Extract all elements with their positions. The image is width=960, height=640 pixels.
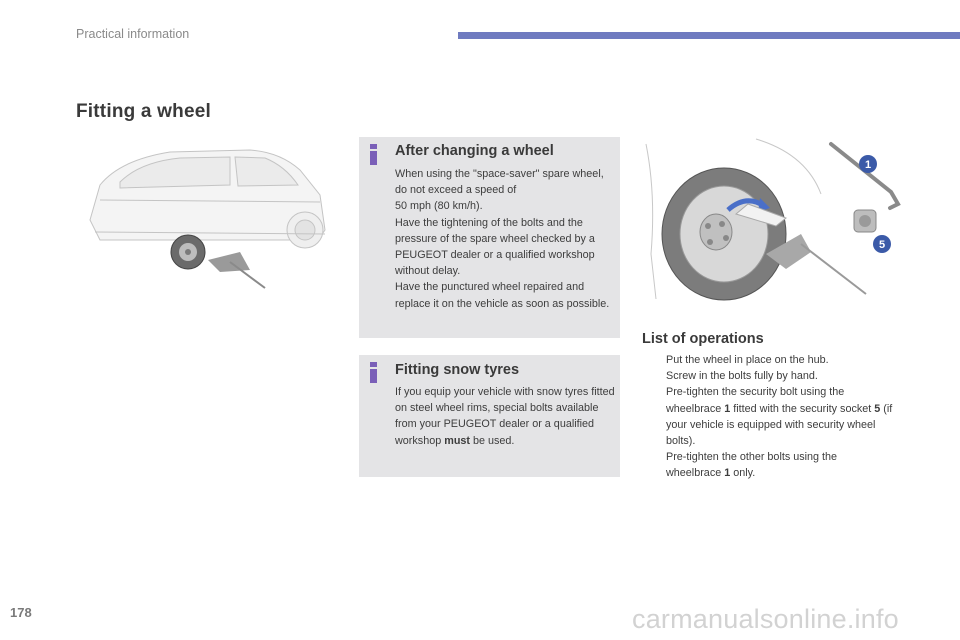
- snow-text-after: be used.: [470, 434, 515, 447]
- info-box-after-changing: [359, 137, 620, 338]
- page-number: 178: [10, 605, 32, 620]
- operation-item: Pre-tighten the other bolts using the wheelbrace 1 only.: [666, 451, 838, 480]
- box-title-after-changing: After changing a wheel: [395, 143, 554, 159]
- snow-text-bold: must: [444, 434, 471, 447]
- snow-text-before: If you equip your vehicle with snow tyres fitted on steel wheel rims, special bolts available from your PEUGEOT dealer or a qualified workshop: [395, 386, 615, 447]
- callout-5: 5: [878, 239, 886, 251]
- car-wheel-change-illustration: [80, 140, 350, 300]
- operation-item: Put the wheel in place on the hub.: [666, 354, 829, 366]
- after-p1: When using the "space-saver" spare wheel, do not exceed a speed of: [395, 168, 604, 197]
- watermark: carmanualsonline.info: [632, 604, 899, 634]
- box-title-snow-tyres: Fitting snow tyres: [395, 362, 520, 378]
- box-body-after-changing: [395, 166, 617, 312]
- operations-title: List of operations: [642, 331, 764, 347]
- operation-item: Pre-tighten the security bolt using the wheelbrace 1 fitted with the security socket 5 (if your vehicle is equipped with security wheel bolts).: [666, 386, 893, 448]
- callout-1: 1: [864, 159, 872, 171]
- section-title: Practical information: [76, 27, 190, 41]
- after-p4: Have the punctured wheel repaired and replace it on the vehicle as soon as possible.: [395, 281, 610, 310]
- info-box-snow-tyres: [359, 355, 620, 477]
- box-body-snow-tyres: [395, 384, 617, 449]
- operations-list: [644, 352, 894, 482]
- info-icon: [370, 144, 378, 165]
- header-accent-bar: [458, 32, 960, 39]
- wheel-bolts-illustration: [636, 134, 906, 304]
- after-p3: Have the tightening of the bolts and the pressure of the spare wheel checked by a PEUGEOT dealer or a qualified workshop without delay.: [395, 216, 595, 278]
- operation-item: Screw in the bolts fully by hand.: [666, 370, 818, 383]
- page-title: Fitting a wheel: [76, 101, 211, 122]
- after-p2: 50 mph (80 km/h).: [395, 200, 483, 213]
- info-icon: [370, 362, 378, 383]
